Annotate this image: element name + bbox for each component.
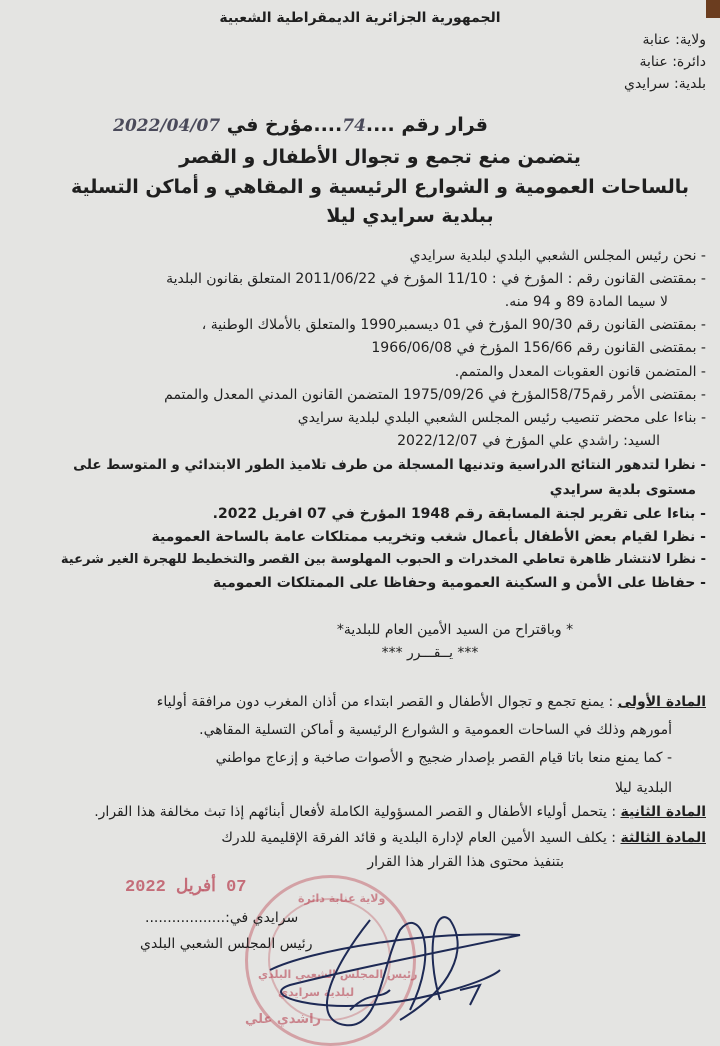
- title-line-2: يتضمن منع تجمع و تجوال الأطفال و القصر: [179, 146, 581, 168]
- consideration-line: مستوى بلدية سرايدي: [549, 482, 696, 498]
- seal-text: ولاية عنابة دائرة: [298, 892, 386, 905]
- article-text: : يمنع تجمع و تجوال الأطفال و القصر ابتداء من أذان المغرب دون مرافقة أولياء: [156, 694, 618, 710]
- preamble-line: - المتضمن قانون العقوبات المعدل والمتمم.: [454, 364, 706, 380]
- preamble-line: - بناءا على محضر تنصيب رئيس المجلس الشعبي البلدي لبلدية سرايدي: [297, 410, 706, 426]
- article-label: المادة الثالثة: [620, 830, 706, 846]
- article-1-cont: البلدية ليلا: [614, 780, 672, 796]
- consideration-line: - بناءا على تقرير لجنة المسابقة رقم 1948 المؤرخ في 07 افريل 2022.: [212, 506, 706, 522]
- wilaya-label: ولاية: عنابة: [642, 32, 706, 48]
- seal-name: راشدي علي: [245, 1012, 322, 1027]
- article-label: المادة الأولى: [617, 694, 706, 710]
- consideration-line: - نظرا لقيام بعض الأطفال بأعمال شغب وتخريب ممتلكات عامة بالساحة العمومية: [151, 529, 706, 545]
- consideration-line: - حفاظا على الأمن و السكينة العمومية وحفاظا على الممتلكات العمومية: [212, 575, 706, 591]
- article-text: : يكلف السيد الأمين العام لإدارة البلدية و قائد الفرقة الإقليمية للدرك: [221, 830, 621, 846]
- date-stamp: 07 أفريل 2022: [125, 878, 247, 897]
- preamble-line: - بمقتضى القانون رقم : المؤرخ في : 11/10 المؤرخ في 2011/06/22 المتعلق بقانون البلدية: [166, 271, 706, 287]
- preamble-line: - بمقتضى القانون رقم 90/30 المؤرخ في 01 ديسمبر1990 والمتعلق بالأملاك الوطنية ،: [201, 317, 706, 333]
- article-label: المادة الثانية: [620, 804, 706, 820]
- decision-middle: ....مؤرخ في: [220, 114, 343, 136]
- seal-text: رئيس المجلس الشعبي البلدي: [258, 968, 418, 981]
- proposal-line: * وباقتراح من السيد الأمين العام للبلدية*: [336, 622, 574, 638]
- article-text: : يتحمل أولياء الأطفال و القصر المسؤولية الكاملة لأفعال أبنائهم إذا تبث مخالفة هذا القرار.: [94, 804, 621, 820]
- decides-heading: *** يــقـــرر ***: [381, 645, 479, 661]
- signatory-title: رئيس المجلس الشعبي البلدي: [140, 936, 313, 952]
- preamble-line: السيد: راشدي علي المؤرخ في 2022/12/07: [397, 433, 660, 449]
- preamble-line: - بمقتضى القانون رقم 156/66 المؤرخ في 1966/06/08: [371, 340, 706, 356]
- decision-number-line: [113, 112, 488, 139]
- signature: [250, 910, 530, 1035]
- decision-prefix: قرار رقم ....: [365, 114, 488, 136]
- article-3-cont: بتنفيذ محتوى هذا القرار هذا القرار: [367, 854, 564, 870]
- consideration-line: - نظرا لتدهور النتائج الدراسية وتدنيها المسجلة من طرف تلاميذ الطور الابتدائي و المتوسط على: [73, 457, 706, 473]
- preamble-line: لا سيما المادة 89 و 94 منه.: [504, 294, 668, 310]
- article-1: [157, 692, 706, 712]
- preamble-line: - بمقتضى الأمر رقم58/75المؤرخ في 1975/09/26 المتضمن القانون المدني المعدل والمتمم: [164, 387, 706, 403]
- title-line-3: بالساحات العمومية و الشوارع الرئيسية و المقاهي و أماكن التسلية: [70, 176, 690, 198]
- consideration-line: - نظرا لانتشار ظاهرة تعاطي المخدرات و الحبوب المهلوسة بين القصر والتخطيط للهجرة الغير شرعية: [60, 552, 706, 567]
- daira-label: دائرة: عنابة: [639, 54, 706, 70]
- republic-header: الجمهورية الجزائرية الديمقراطية الشعبية: [219, 10, 501, 26]
- decision-number: 74: [342, 116, 366, 136]
- article-1-cont: - كما يمنع منعا باتا قيام القصر بإصدار ضجيج و الأصوات صاخبة و إزعاج مواطني: [215, 750, 672, 766]
- place-date-line: سرايدي في:..................: [145, 910, 299, 926]
- article-2: [94, 802, 706, 822]
- seal-text: لبلدية سرايدي: [278, 986, 355, 999]
- article-1-cont: أمورهم وذلك في الساحات العمومية و الشوارع الرئيسية و أماكن التسلية المقاهي.: [199, 722, 672, 738]
- title-line-4: ببلدية سرايدي ليلا: [326, 205, 494, 227]
- commune-label: بلدية: سرايدي: [624, 76, 706, 92]
- article-3: [221, 828, 706, 848]
- preamble-line: - نحن رئيس المجلس الشعبي البلدي لبلدية سرايدي: [409, 248, 706, 264]
- decision-date: 2022/04/07: [113, 116, 221, 136]
